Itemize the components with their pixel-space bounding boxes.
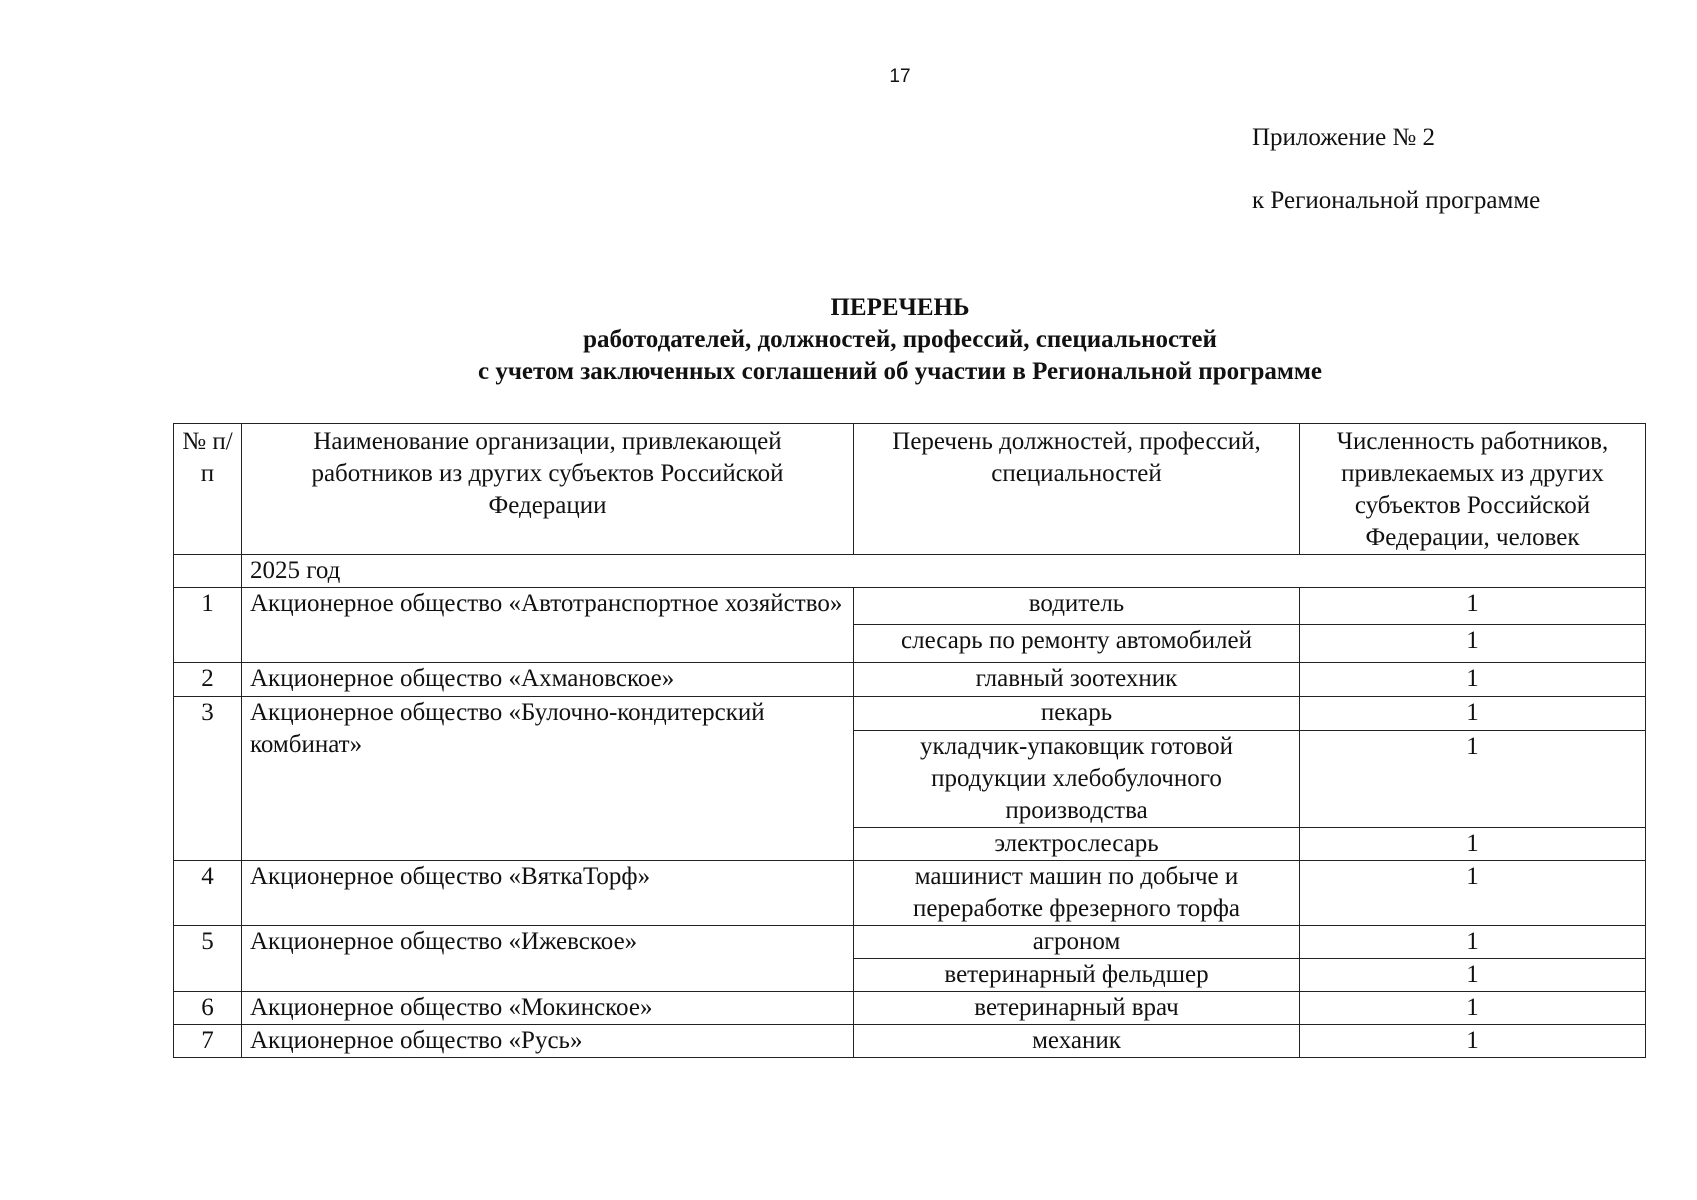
table-row xyxy=(174,1025,1646,1058)
worker-count: 1 xyxy=(1300,959,1646,992)
page-number: 17 xyxy=(889,66,911,87)
document-title xyxy=(0,292,1697,388)
title-heading: ПЕРЕЧЕНЬ xyxy=(830,294,970,321)
organization-name: Акционерное общество «Русь» xyxy=(242,1025,854,1058)
position-name: пекарь xyxy=(854,697,1300,731)
header-num: № п/п xyxy=(174,424,242,555)
position-name: водитель xyxy=(854,588,1300,625)
position-name: агроном xyxy=(854,926,1300,959)
row-number: 2 xyxy=(174,663,242,697)
table-row xyxy=(174,697,1646,731)
title-subline-1: работодателей, должностей, профессий, специальностей xyxy=(583,326,1217,353)
table-row xyxy=(174,926,1646,959)
row-number: 1 xyxy=(174,588,242,663)
table-row xyxy=(174,588,1646,625)
position-name: машинист машин по добыче и переработке фрезерного торфа xyxy=(854,861,1300,926)
worker-count: 1 xyxy=(1300,588,1646,625)
table-row xyxy=(174,992,1646,1025)
worker-count: 1 xyxy=(1300,926,1646,959)
worker-count: 1 xyxy=(1300,1025,1646,1058)
worker-count: 1 xyxy=(1300,625,1646,663)
worker-count: 1 xyxy=(1300,828,1646,861)
worker-count: 1 xyxy=(1300,697,1646,731)
row-number: 3 xyxy=(174,697,242,861)
organization-name: Акционерное общество «Булочно-кондитерский комбинат» xyxy=(242,697,854,861)
worker-count: 1 xyxy=(1300,992,1646,1025)
position-name: ветеринарный врач xyxy=(854,992,1300,1025)
organization-name: Акционерное общество «ВяткаТорф» xyxy=(242,861,854,926)
table-row xyxy=(174,861,1646,926)
position-name: ветеринарный фельдшер xyxy=(854,959,1300,992)
year-label: 2025 год xyxy=(242,555,1646,588)
worker-count: 1 xyxy=(1300,663,1646,697)
header-positions: Перечень должностей, профессий, специальностей xyxy=(854,424,1300,555)
employers-table xyxy=(173,423,1646,1058)
row-number: 6 xyxy=(174,992,242,1025)
organization-name: Акционерное общество «Ахмановское» xyxy=(242,663,854,697)
table-header-row xyxy=(174,424,1646,555)
position-name: механик xyxy=(854,1025,1300,1058)
position-name: главный зоотехник xyxy=(854,663,1300,697)
row-number: 7 xyxy=(174,1025,242,1058)
row-number: 4 xyxy=(174,861,242,926)
appendix-label: Приложение № 2 xyxy=(1252,124,1436,151)
worker-count: 1 xyxy=(1300,731,1646,828)
table-row xyxy=(174,663,1646,697)
worker-count: 1 xyxy=(1300,861,1646,926)
header-organization: Наименование организации, привлекающей работников из других субъектов Российской Федерации xyxy=(242,424,854,555)
year-row-empty-cell xyxy=(174,555,242,588)
row-number: 5 xyxy=(174,926,242,992)
appendix-reference: к Региональной программе xyxy=(1252,187,1541,214)
position-name: укладчик-упаковщик готовой продукции хлебобулочного производства xyxy=(854,731,1300,828)
year-row xyxy=(174,555,1646,588)
organization-name: Акционерное общество «Ижевское» xyxy=(242,926,854,992)
title-subline-2: с учетом заключенных соглашений об участии в Региональной программе xyxy=(477,358,1323,385)
organization-name: Акционерное общество «Мокинское» xyxy=(242,992,854,1025)
organization-name: Акционерное общество «Автотранспортное хозяйство» xyxy=(242,588,854,663)
position-name: слесарь по ремонту автомобилей xyxy=(854,625,1300,663)
header-count: Численность работников, привлекаемых из других субъектов Российской Федерации, человек xyxy=(1300,424,1646,555)
position-name: электрослесарь xyxy=(854,828,1300,861)
